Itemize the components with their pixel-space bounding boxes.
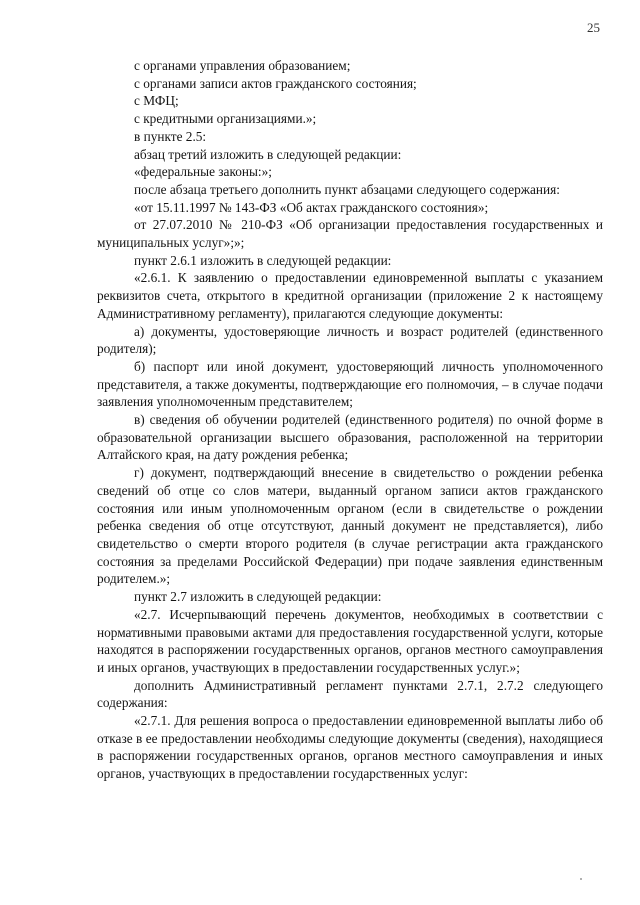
page-number: 25: [587, 20, 600, 35]
paragraph-3: с МФЦ;: [134, 93, 179, 109]
paragraph-1: с органами управления образованием;: [134, 58, 351, 73]
paragraph-12: «2.6.1. К заявлению о предоставлении единовременной выплаты с указанием реквизитов счета, открытого в кредитной организации (приложение 2 к настоящему Административному регламенту), прилагаются следующие документы:: [97, 270, 603, 321]
paragraph-5: в пункте 2.5:: [134, 128, 207, 144]
paragraph-17: пункт 2.7 изложить в следующей редакции:: [134, 589, 382, 605]
paragraph-18: «2.7. Исчерпывающий перечень документов, необходимых в соответствии с нормативными правовыми актами для предоставления государственной услуги, которые находятся в распоряжении государственных органов, органов местного самоуправления и иных органов, участвующих в предоставлении государственных услуг.»;: [97, 606, 603, 675]
paragraph-13: а) документы, удостоверяющие личность и возраст родителей (единственного родителя);: [97, 323, 603, 357]
paragraph-8: после абзаца третьего дополнить пункт абзацами следующего содержания:: [134, 181, 560, 197]
paragraph-16: г) документ, подтверждающий внесение в свидетельство о рождении ребенка сведений об отце со слов матери, выданный органом записи актов гражданского состояния или иным уполномоченным органом (если в свидетельстве о рождении ребенка сведения об отце отсутствуют, данный документ не представляется), либо свидетельство о смерти второго родителя (в случае регистрации акта гражданского состояния за пределами Российской Федерации) при подаче заявления единственным родителем.»;: [97, 465, 603, 587]
paragraph-6: абзац третий изложить в следующей редакции:: [134, 146, 402, 162]
paragraph-15: в) сведения об обучении родителей (единственного родителя) по очной форме в образовательной организации высшего образования, расположенной на территории Алтайского края, на дату рождения ребенка;: [97, 412, 603, 463]
paragraph-20: «2.7.1. Для решения вопроса о предоставлении единовременной выплаты либо об отказе в ее предоставлении необходимы следующие документы (сведения), находящиеся в распоряжении государственных органов, органов местного самоуправления и иных органов, участвующих в предоставлении государственных услуг:: [97, 713, 603, 782]
paragraph-4: с кредитными организациями.»;: [134, 111, 317, 127]
document-body: [97, 57, 603, 783]
scan-artifact-dot: [580, 878, 582, 880]
paragraph-2: с органами записи актов гражданского состояния;: [134, 75, 417, 91]
paragraph-7: «федеральные законы:»;: [134, 164, 272, 180]
paragraph-11: пункт 2.6.1 изложить в следующей редакции:: [134, 252, 392, 268]
paragraph-9: «от 15.11.1997 № 143-ФЗ «Об актах гражданского состояния»;: [134, 199, 489, 215]
paragraph-14: б) паспорт или иной документ, удостоверяющий личность уполномоченного представителя, а также документы, подтверждающие его полномочия, – в случае подачи заявления уполномоченным представителем;: [97, 358, 603, 410]
paragraph-10: от 27.07.2010 № 210-ФЗ «Об организации предоставления государственных и муниципальных услуг»;»;: [97, 217, 603, 251]
paragraph-19: дополнить Административный регламент пунктами 2.7.1, 2.7.2 следующего содержания:: [97, 677, 603, 711]
